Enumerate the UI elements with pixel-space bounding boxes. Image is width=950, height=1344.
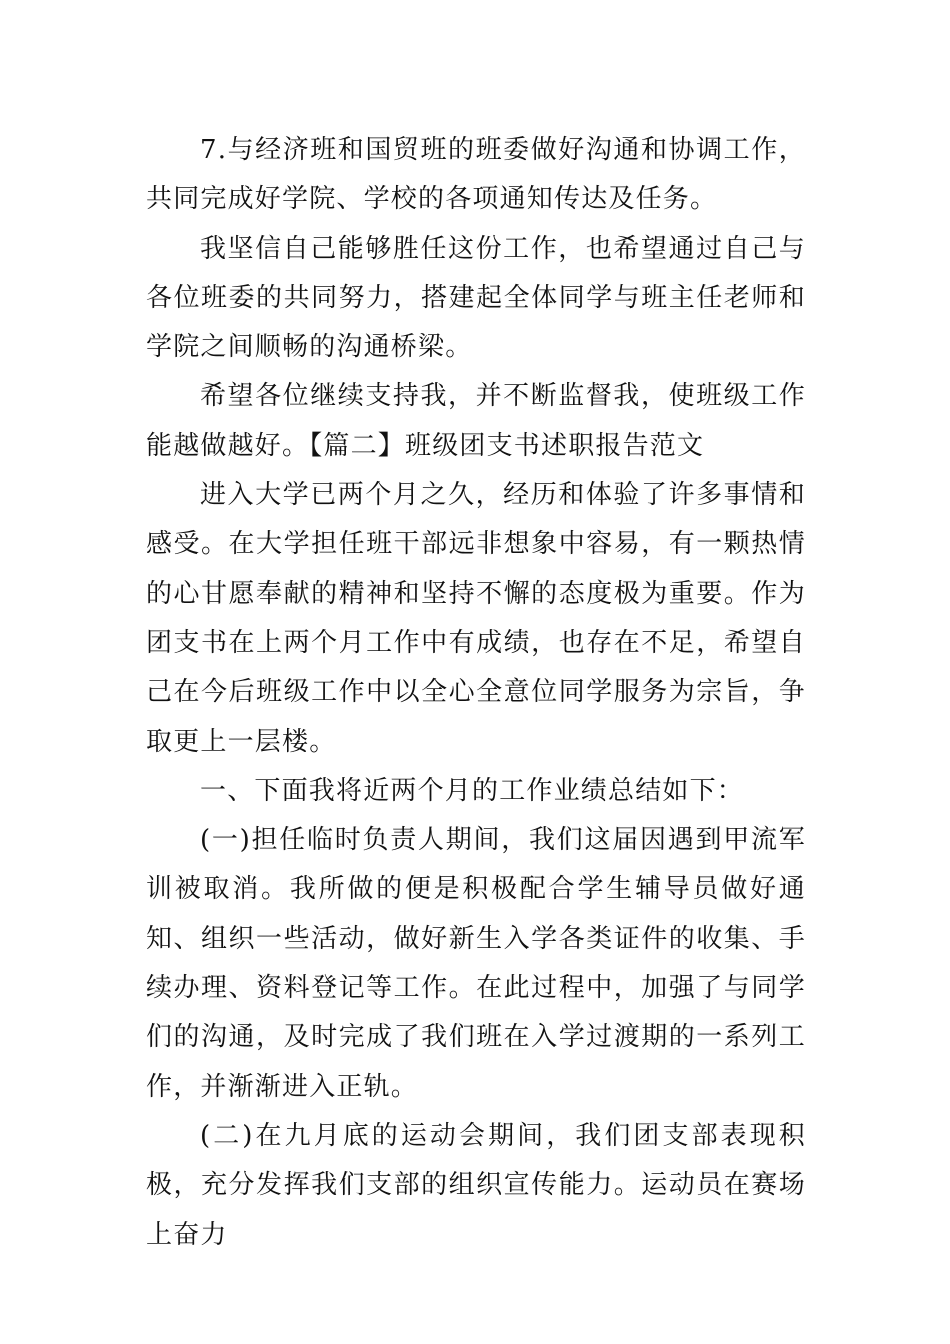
paragraph-confidence: 我坚信自己能够胜任这份工作，也希望通过自己与各位班委的共同努力，搭建起全体同学与班主任老师和学院之间顺畅的沟通桥梁。 [146,233,806,363]
paragraph-item-2: (二)在九月底的运动会期间，我们团支部表现积极，充分发挥我们支部的组织宣传能力。运动员在赛场上奋力 [146,1120,806,1250]
paragraph-item-1: (一)担任临时负责人期间，我们这届因遇到甲流军训被取消。我所做的便是积极配合学生辅导员做好通知、组织一些活动，做好新生入学各类证件的收集、手续办理、资料登记等工作。在此过程中，加强了与同学们的沟通，及时完成了我们班在入学过渡期的一系列工作，并渐渐进入正轨。 [146,825,806,1102]
paragraph-summary-heading: 一、下面我将近两个月的工作业绩总结如下： [200,775,745,806]
paragraph-task-7: 7.与经济班和国贸班的班委做好沟通和协调工作，共同完成好学院、学校的各项通知传达及任务。 [146,135,806,215]
paragraph-hope-and-section-title: 希望各位继续支持我，并不断监督我，使班级工作能越做越好。【篇二】班级团支书述职报告范文 [146,381,806,461]
document-body [146,126,806,1260]
paragraph-intro: 进入大学已两个月之久，经历和体验了许多事情和感受。在大学担任班干部远非想象中容易，有一颗热情的心甘愿奉献的精神和坚持不懈的态度极为重要。作为团支书在上两个月工作中有成绩，也存在不足，希望自己在今后班级工作中以全心全意位同学服务为宗旨，争取更上一层楼。 [146,480,806,757]
